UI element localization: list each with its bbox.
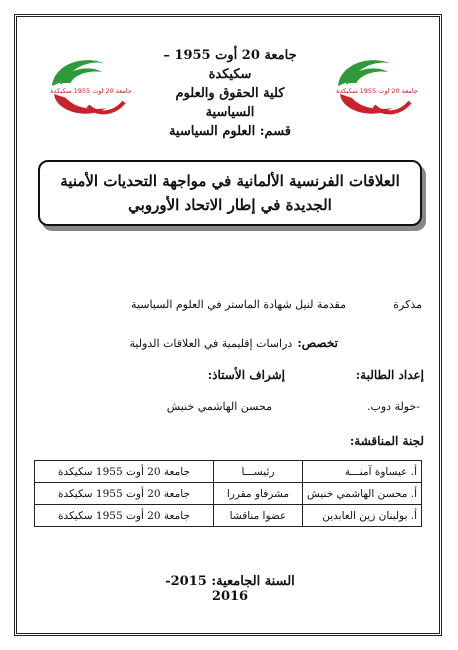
thesis-title-box — [38, 160, 422, 226]
memo-description: مقدمة لنيل شهادة الماستر في العلوم السياسية — [131, 298, 346, 311]
member-role: عضوا مناقشا — [213, 505, 302, 527]
thesis-title-line2: الجديدة في إطار الاتحاد الأوروبي — [128, 196, 332, 214]
university-name: جامعة 20 أوت 1955 – سكيكدة — [163, 48, 297, 82]
faculty-name: كلية الحقوق والعلوم السياسية — [175, 86, 285, 120]
committee-table — [34, 460, 422, 527]
specialty-line — [130, 332, 338, 351]
member-name: أ. محسن الهاشمي خنيش — [302, 483, 421, 505]
svg-text:جامعة 20 اوت 1955 سكيكدة: جامعة 20 اوت 1955 سكيكدة — [336, 87, 418, 95]
prepared-by-label: إعداد الطالبة: — [355, 368, 424, 382]
university-logo-left — [44, 50, 130, 122]
svg-text:جامعة 20 اوت 1955 سكيكدة: جامعة 20 اوت 1955 سكيكدة — [50, 87, 132, 95]
member-university: جامعة 20 أوت 1955 سكيكدة — [35, 483, 214, 505]
university-header — [150, 46, 310, 141]
member-role: مشرفاو مقررا — [213, 483, 302, 505]
university-logo-icon — [44, 50, 130, 122]
thesis-title-line1: العلاقات الفرنسية الألمانية في مواجهة التحديات الأمنية — [60, 172, 400, 190]
member-name: أ. بولبنان زين العابدين — [302, 505, 421, 527]
memo-label: مذكرة — [393, 298, 422, 311]
university-logo-right — [330, 50, 416, 122]
table-row — [35, 505, 422, 527]
member-university: جامعة 20 أوت 1955 سكيكدة — [35, 505, 214, 527]
table-row — [35, 461, 422, 483]
committee-label: لجنة المناقشة: — [349, 434, 424, 448]
academic-year: السنة الجامعية: 2015-2016 — [165, 574, 295, 604]
supervision-label: إشراف الأستاذ: — [207, 368, 285, 382]
member-name: أ. عيساوة آمنـــة — [302, 461, 421, 483]
specialty-value: دراسات إقليمية في العلاقات الدولية — [129, 337, 293, 350]
student-name: -خولة دوب. — [366, 400, 420, 413]
table-row — [35, 483, 422, 505]
specialty-label: تخصص: — [297, 336, 338, 350]
member-role: رئيســـا — [213, 461, 302, 483]
supervisor-name: محسن الهاشمي خنيش — [166, 400, 272, 413]
university-logo-icon — [330, 50, 416, 122]
department-name: قسم: العلوم السياسية — [168, 124, 292, 139]
member-university: جامعة 20 أوت 1955 سكيكدة — [35, 461, 214, 483]
